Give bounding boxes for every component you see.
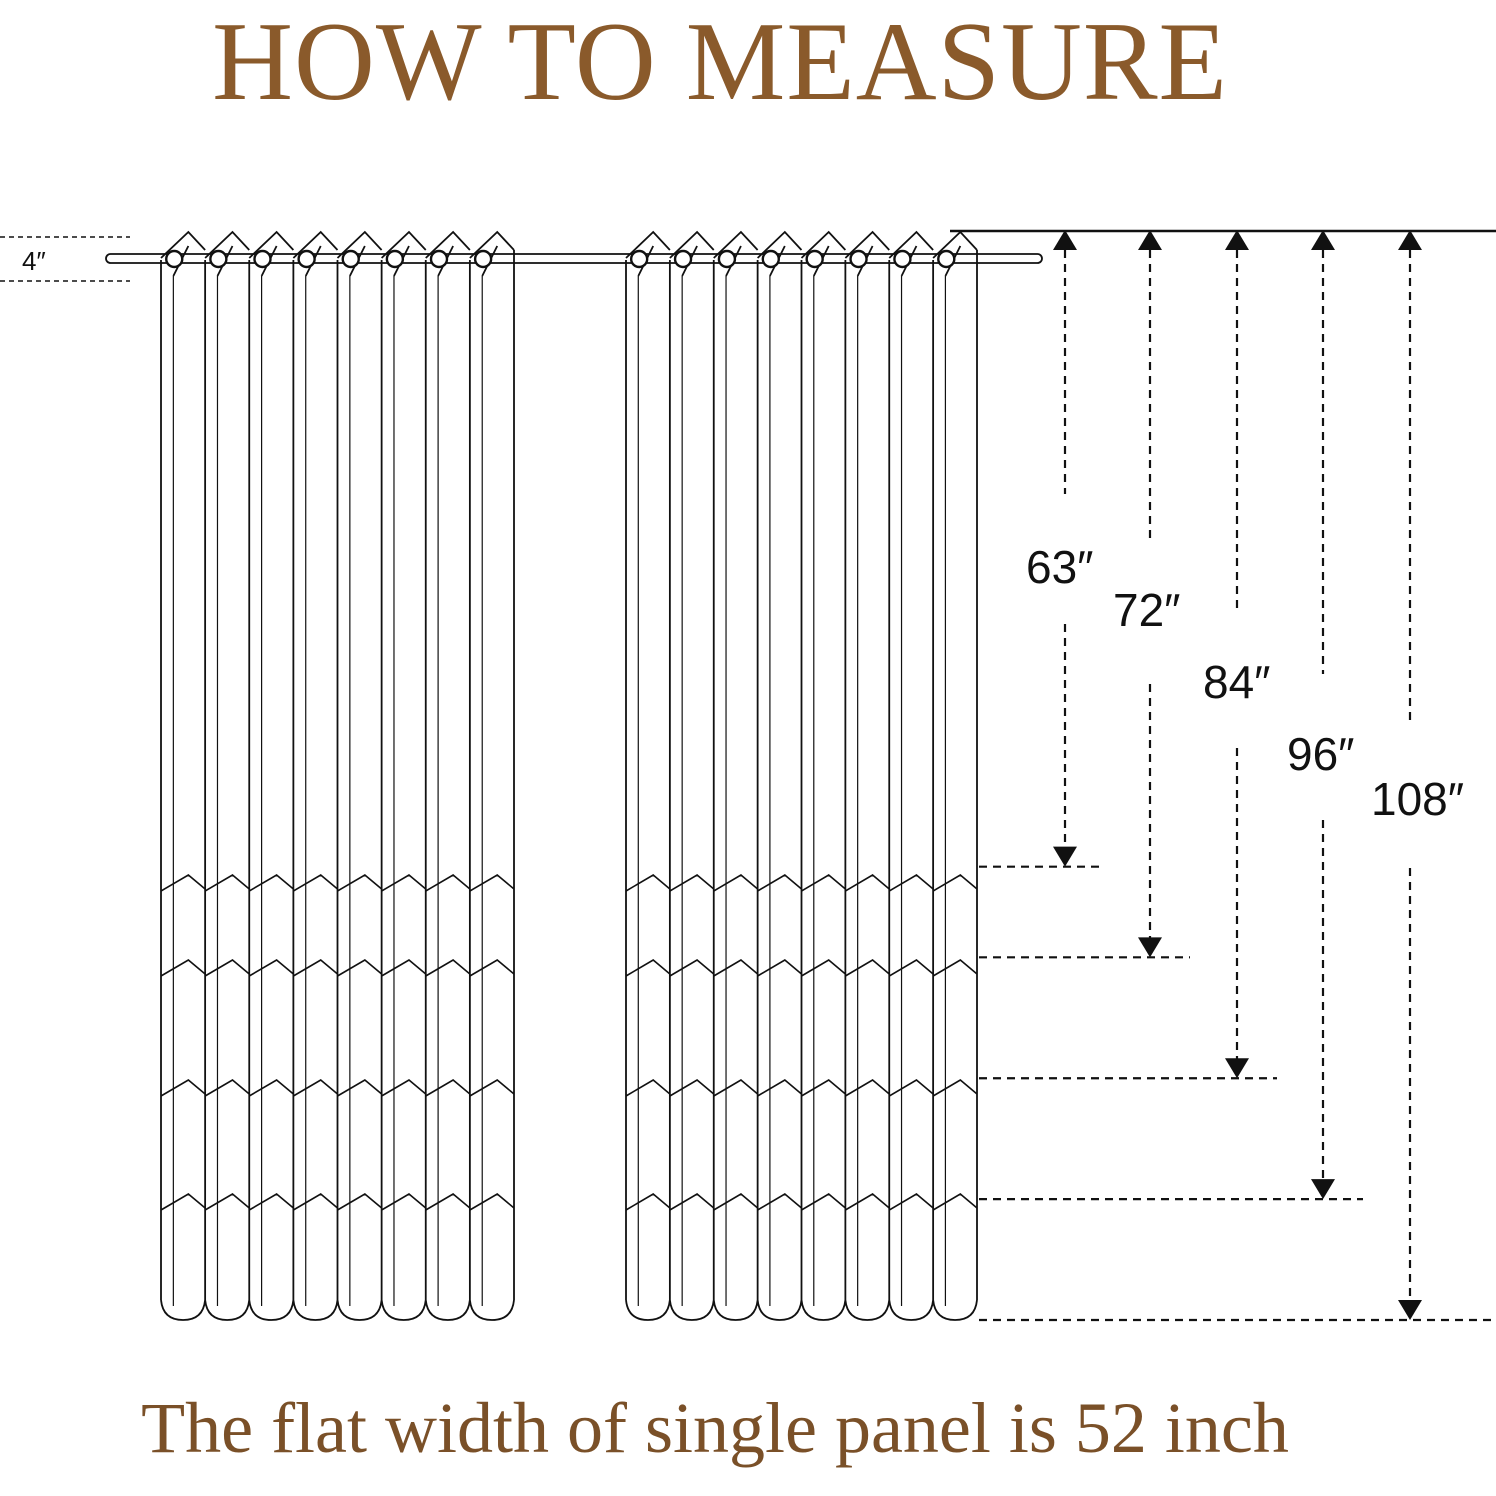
right-panel-grommet [807, 251, 823, 267]
length-label: 72″ [1113, 584, 1181, 636]
header-height-label: 4″ [22, 246, 46, 276]
right-panel-grommet [675, 251, 691, 267]
dimension-arrow-up [1053, 230, 1077, 250]
length-label: 96″ [1287, 728, 1355, 780]
right-panel-fold-lines [638, 276, 945, 1306]
left-panel-grommet [431, 251, 447, 267]
left-panel-fold-lines [173, 276, 482, 1306]
right-panel-grommet [631, 251, 647, 267]
left-panel-grommet [475, 251, 491, 267]
left-panel-grommet [166, 251, 182, 267]
length-label: 63″ [1026, 541, 1094, 593]
dimension-arrow-up [1398, 230, 1422, 250]
dimension-arrow-up [1138, 230, 1162, 250]
right-panel-grommet [763, 251, 779, 267]
length-label: 108″ [1371, 773, 1465, 825]
dimension-arrow-up [1225, 230, 1249, 250]
left-panel-grommet [254, 251, 270, 267]
right-panel-pleats [626, 250, 977, 1320]
right-panel-grommet [719, 251, 735, 267]
length-label: 84″ [1203, 656, 1271, 708]
right-panel-grommet [851, 251, 867, 267]
page-title: HOW TO MEASURE [212, 0, 1228, 124]
dimension-arrow-down [1311, 1179, 1335, 1199]
left-panel-grommet [387, 251, 403, 267]
left-panel-pleats [161, 250, 514, 1320]
dimension-arrow-down [1053, 847, 1077, 867]
dimension-arrow-down [1138, 937, 1162, 957]
dimension-arrow-down [1225, 1058, 1249, 1078]
dimension-arrow-down [1398, 1300, 1422, 1320]
panel-width-caption: The flat width of single panel is 52 inch [141, 1388, 1289, 1468]
length-dimensions [950, 230, 1496, 1320]
left-panel-grommet [210, 251, 226, 267]
dimension-arrow-up [1311, 230, 1335, 250]
curtain-panel-left [161, 232, 514, 1320]
curtain-panel-right [626, 232, 977, 1320]
right-panel-grommet [894, 251, 910, 267]
left-panel-grommet [299, 251, 315, 267]
right-panel-grommet [938, 251, 954, 267]
left-panel-grommet [343, 251, 359, 267]
